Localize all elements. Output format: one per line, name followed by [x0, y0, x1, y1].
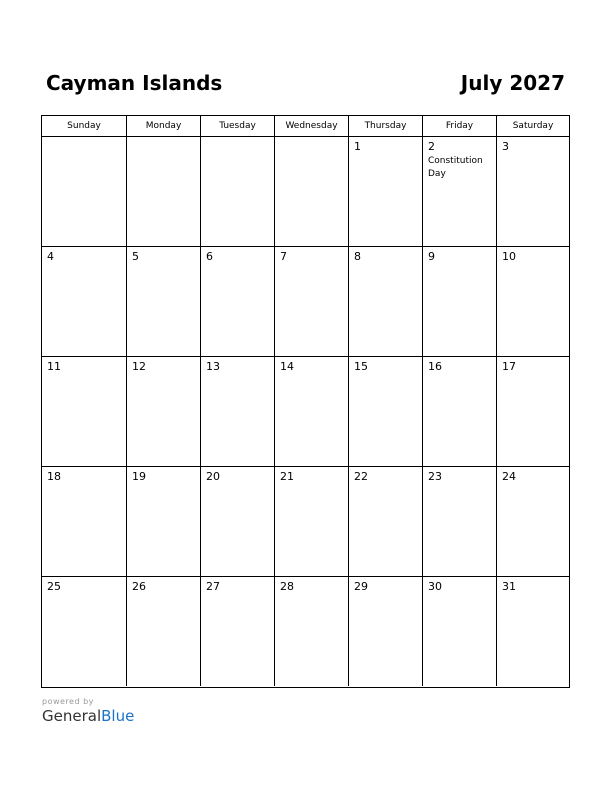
day-number: 14	[280, 360, 294, 373]
day-number: 4	[47, 250, 54, 263]
day-number: 21	[280, 470, 294, 483]
day-number: 16	[428, 360, 442, 373]
day-cell	[423, 137, 497, 246]
day-number: 8	[354, 250, 361, 263]
day-number: 6	[206, 250, 213, 263]
day-number: 9	[428, 250, 435, 263]
day-number: 25	[47, 580, 61, 593]
day-number: 7	[280, 250, 287, 263]
weekday-thursday: Thursday	[349, 116, 423, 137]
day-cell	[497, 357, 569, 466]
day-cell	[349, 247, 423, 356]
day-number: 29	[354, 580, 368, 593]
weekday-tuesday: Tuesday	[201, 116, 275, 137]
weekday-header-row	[42, 116, 569, 137]
day-number: 11	[47, 360, 61, 373]
day-cell	[42, 577, 127, 686]
day-number: 27	[206, 580, 220, 593]
day-cell	[497, 467, 569, 576]
day-number: 1	[354, 140, 361, 153]
day-cell	[201, 357, 275, 466]
day-cell	[423, 247, 497, 356]
powered-by-text: powered by	[42, 697, 94, 706]
day-number: 30	[428, 580, 442, 593]
day-cell	[201, 137, 275, 246]
day-number: 20	[206, 470, 220, 483]
day-cell	[275, 247, 349, 356]
brand-blue-text: Blue	[101, 707, 135, 725]
week-row	[42, 357, 569, 467]
day-number: 12	[132, 360, 146, 373]
weekday-friday: Friday	[423, 116, 497, 137]
day-cell	[42, 357, 127, 466]
day-number: 28	[280, 580, 294, 593]
footer-branding	[42, 697, 134, 725]
week-row	[42, 467, 569, 577]
day-cell	[201, 467, 275, 576]
day-cell	[423, 577, 497, 686]
holiday-event: Constitution Day	[428, 156, 483, 179]
day-number: 18	[47, 470, 61, 483]
day-number: 10	[502, 250, 516, 263]
day-number: 17	[502, 360, 516, 373]
day-number: 23	[428, 470, 442, 483]
week-row	[42, 247, 569, 357]
day-cell	[497, 137, 569, 246]
country-title: Cayman Islands	[46, 71, 223, 95]
weeks-container	[42, 137, 569, 686]
day-cell	[349, 137, 423, 246]
month-year-title: July 2027	[460, 71, 565, 95]
day-cell	[127, 357, 201, 466]
day-number: 22	[354, 470, 368, 483]
day-cell	[275, 357, 349, 466]
day-cell	[497, 247, 569, 356]
day-number: 19	[132, 470, 146, 483]
day-number: 24	[502, 470, 516, 483]
day-cell	[42, 247, 127, 356]
day-cell	[42, 467, 127, 576]
weekday-saturday: Saturday	[512, 121, 554, 131]
calendar-grid	[41, 115, 570, 688]
day-cell	[127, 247, 201, 356]
weekday-monday: Monday	[127, 116, 201, 137]
day-number: 15	[354, 360, 368, 373]
day-number: 13	[206, 360, 220, 373]
day-cell	[275, 467, 349, 576]
brand-logo	[42, 707, 134, 725]
day-number: 31	[502, 580, 516, 593]
day-cell	[349, 577, 423, 686]
day-cell	[349, 467, 423, 576]
weekday-sunday: Sunday	[42, 116, 127, 137]
day-cell	[497, 577, 569, 686]
day-number: 3	[502, 140, 509, 153]
day-number: 26	[132, 580, 146, 593]
weekday-wednesday: Wednesday	[275, 116, 349, 137]
day-cell	[349, 357, 423, 466]
day-number: 2	[428, 140, 435, 153]
day-cell	[127, 577, 201, 686]
day-cell	[423, 357, 497, 466]
day-cell	[127, 467, 201, 576]
day-cell	[127, 137, 201, 246]
day-cell	[201, 247, 275, 356]
day-cell	[423, 467, 497, 576]
brand-general-text: General	[42, 707, 102, 725]
day-cell	[275, 137, 349, 246]
day-cell	[201, 577, 275, 686]
day-number: 5	[132, 250, 139, 263]
day-cell	[275, 577, 349, 686]
week-row	[42, 137, 569, 247]
day-cell	[42, 137, 127, 246]
week-row	[42, 577, 569, 686]
